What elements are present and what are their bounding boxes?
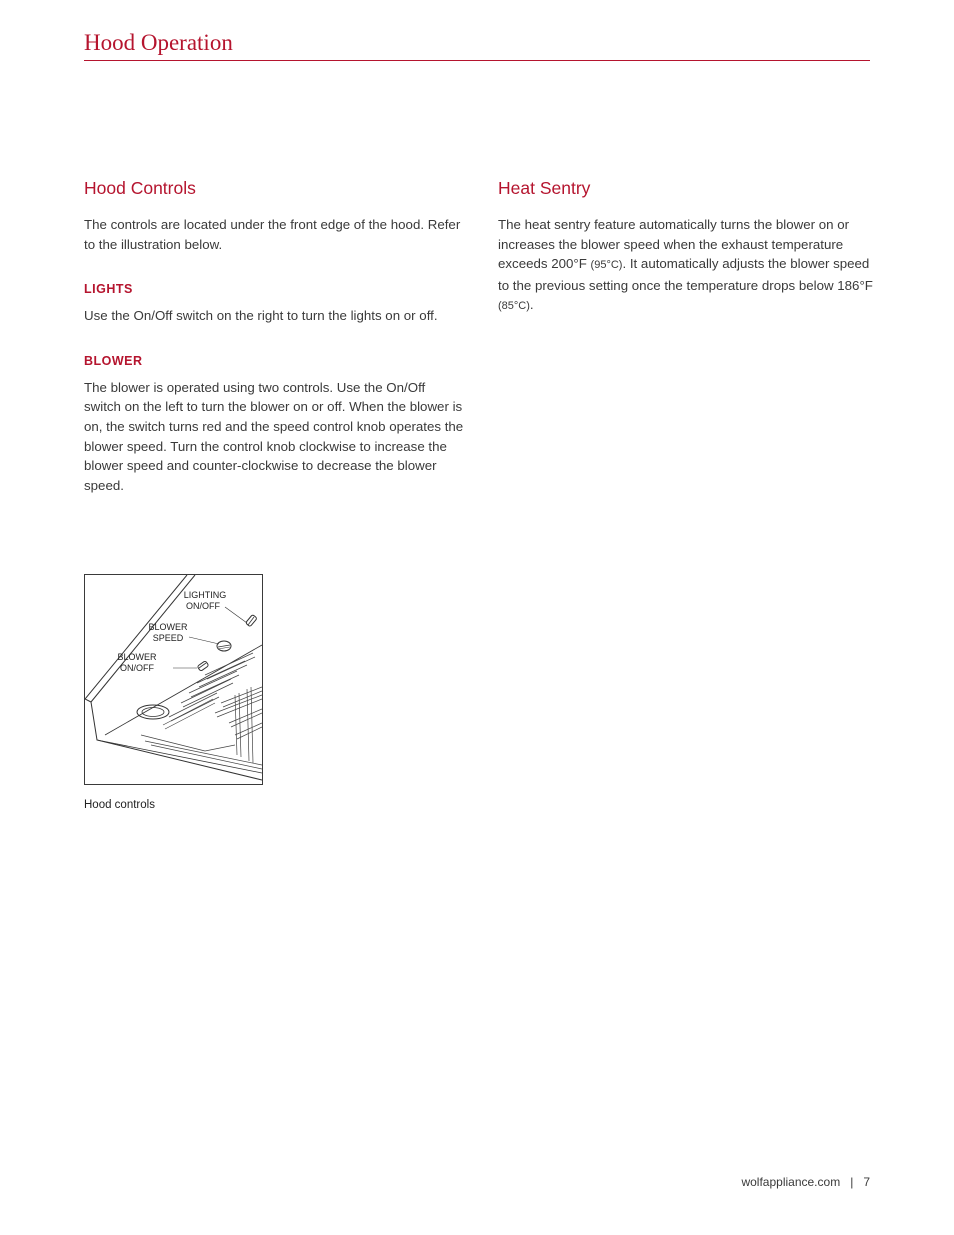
heat-sentry-heading: Heat Sentry: [498, 178, 591, 198]
lighting-label-line-1: LIGHTING: [183, 590, 227, 600]
hood-controls-illustration: [84, 574, 263, 785]
title-divider: [84, 60, 870, 61]
lights-heading: LIGHTS: [84, 282, 133, 297]
heat-sentry-temp-1: (95°C): [590, 259, 623, 272]
lighting-leader-line: [225, 607, 247, 623]
blower-speed-knob-icon: [217, 641, 231, 651]
page-number: 7: [863, 1175, 870, 1189]
speed-leader-line: [189, 637, 219, 644]
blower-text: The blower is operated using two controls. Use the On/Off switch on the left to turn the blower on or off. When the blower is on, the switch turns red and the speed control knob operates the blower speed. Turn the control knob clockwise to increase the blower speed and counter-clockwise to decrease the blower speed.: [84, 379, 464, 493]
hood-controls-intro: The controls are located under the front edge of the hood. Refer to the illustration below.: [84, 217, 461, 252]
heat-sentry-text-1: The heat sentry feature automatically turns the blower on or increases the blower speed when the exhaust temperature exceeds 200°F: [498, 217, 850, 272]
blower-label-line-1: BLOWER: [117, 652, 157, 662]
lighting-switch-icon: [245, 614, 257, 626]
heat-sentry-section: [498, 178, 878, 317]
footer-site-link[interactable]: wolfappliance.com: [741, 1175, 841, 1189]
page-footer: [741, 1175, 870, 1189]
lighting-label-line-2: ON/OFF: [186, 601, 220, 611]
speed-label-line-1: BLOWER: [148, 622, 188, 632]
blower-heading: BLOWER: [84, 353, 143, 368]
baffle-filter-right: [141, 687, 262, 769]
figure-caption: Hood controls: [84, 799, 155, 811]
speed-label-line-2: SPEED: [152, 633, 184, 643]
heat-sentry-text: [498, 215, 878, 317]
blower-label-line-2: ON/OFF: [120, 663, 154, 673]
hood-controls-section: [84, 178, 464, 495]
heat-sentry-text-2: . It automatically adjusts the blower speed to the previous setting once the temperature drops below 186°F: [498, 256, 873, 293]
heat-sentry-temp-2: (85°C): [498, 300, 530, 313]
page-title: Hood Operation: [84, 30, 233, 55]
lights-text: Use the On/Off switch on the right to turn the lights on or off.: [84, 308, 438, 324]
hood-drawing: [85, 575, 262, 784]
blower-switch-icon: [197, 661, 209, 672]
footer-separator: |: [850, 1175, 854, 1189]
heat-sentry-text-3: .: [529, 297, 534, 313]
hood-controls-heading: Hood Controls: [84, 178, 196, 198]
